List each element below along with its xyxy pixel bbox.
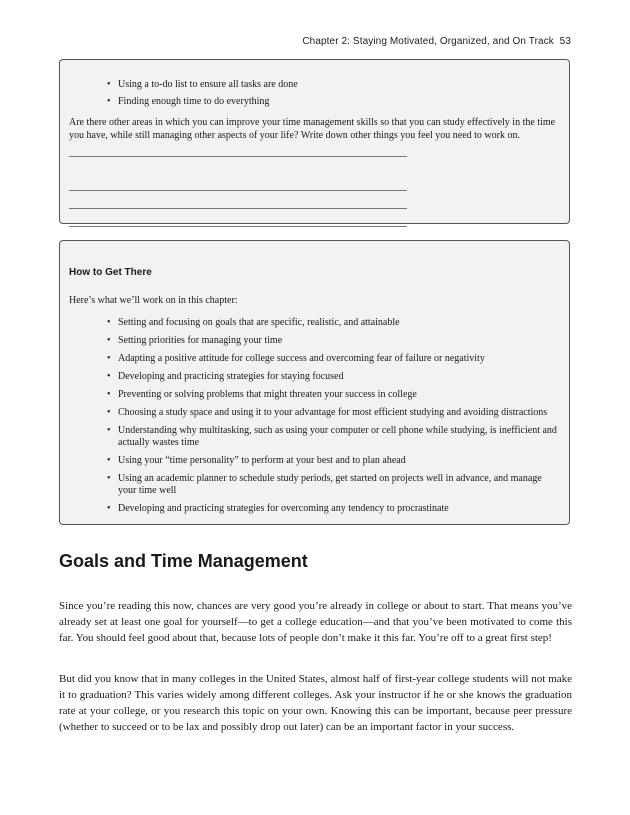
list-item: • Setting and focusing on goals that are specific, realistic, and attainable (107, 317, 400, 328)
bullet-icon: • (107, 371, 111, 382)
list-item: • Developing and practicing strategies for staying focused (107, 371, 344, 382)
bullet-icon: • (107, 455, 111, 466)
bullet-icon: • (107, 317, 111, 328)
how-to-get-there-box (59, 240, 570, 525)
write-line[interactable] (69, 173, 407, 191)
bullet-list (107, 317, 558, 521)
bullet-icon: • (107, 353, 111, 364)
section-title: Goals and Time Management (59, 551, 308, 571)
list-item: • Choosing a study space and using it to your advantage for most efficient studying and avoiding distractions (107, 407, 548, 418)
bullet-icon: • (107, 425, 111, 436)
list-item: • Developing and practicing strategies for overcoming any tendency to procrastinate (107, 503, 449, 514)
list-item: • Preventing or solving problems that might threaten your success in college (107, 389, 417, 400)
exercise-question: Are there other areas in which you can improve your time management skills so that you can study effectively in the time you have, while still managing other aspects of your life? Write down other things you feel you need to work on. (69, 117, 556, 141)
write-line[interactable] (69, 209, 407, 227)
bullet-icon: • (107, 473, 111, 484)
bullet-icon: • (107, 79, 111, 90)
running-title: Chapter 2: Staying Motivated, Organized, and On Track (302, 36, 554, 47)
list-item: • Using your “time personality” to perform at your best and to plan ahead (107, 455, 406, 466)
list-item: • Finding enough time to do everything (107, 96, 270, 107)
bullet-icon: • (107, 503, 111, 514)
list-item: • Setting priorities for managing your time (107, 335, 283, 346)
exercise-box (59, 59, 570, 224)
bullet-icon: • (107, 389, 111, 400)
list-item: • Using an academic planner to schedule study periods, get started on projects well in advance, and manage your time well (107, 473, 542, 496)
write-in-lines[interactable] (69, 155, 407, 227)
running-header (302, 36, 571, 47)
bullet-icon: • (107, 96, 111, 107)
body-paragraph: Since you’re reading this now, chances are very good you’re already in college or about to start. That means you’ve already set at least one goal for yourself—to get a college education—and that you’ve been motivated to come this far. You should feel good about that, because lots of people don’t make it this far. You’re off to a great first step! (59, 600, 572, 644)
bullet-list (107, 79, 548, 113)
write-line[interactable] (69, 191, 407, 209)
box-intro: Here’s what we’ll work on in this chapter: (69, 295, 238, 306)
body-paragraph: But did you know that in many colleges in the United States, almost half of first-year college students will not make it to graduation? This varies widely among different colleges. Ask your instructor if he or she knows the graduation rate at your college, or you research this topic on your own. Knowing this can be important, because peer pressure (whether to succeed or to be lax and possibly drop out later) can be an important factor in your success. (59, 673, 572, 733)
write-line[interactable] (69, 155, 407, 157)
page-number: 53 (559, 36, 571, 47)
box-heading: How to Get There (69, 267, 152, 278)
list-item: • Using a to-do list to ensure all tasks are done (107, 79, 298, 90)
list-item: • Understanding why multitasking, such as using your computer or cell phone while studying, is inefficient and actually wastes time (107, 425, 557, 448)
list-item: • Adapting a positive attitude for college success and overcoming fear of failure or negativity (107, 353, 485, 364)
bullet-icon: • (107, 335, 111, 346)
bullet-icon: • (107, 407, 111, 418)
